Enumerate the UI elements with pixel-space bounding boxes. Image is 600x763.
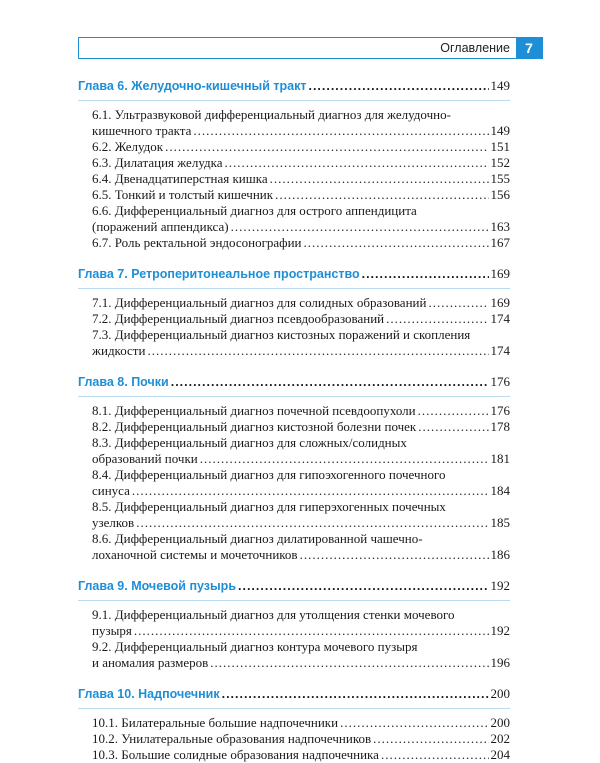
entry-text-continued: и аномалия размеров [92,655,209,670]
chapter-page: 169 [490,266,510,281]
entry-line-2 [92,483,510,499]
entry-page: 155 [490,171,510,186]
leader-dots [386,311,488,327]
leader-dots [200,451,489,467]
entry-line [92,155,510,171]
leader-dots [136,515,488,531]
chapter-page: 192 [490,578,510,593]
entry-line [92,171,510,187]
entry-line [92,295,510,311]
toc-entry[interactable] [78,107,510,139]
entry-text: 6.1. Ультразвуковой дифференциальный диагноз для желудочно- [92,107,451,122]
chapter-rule [78,288,510,289]
leader-dots [340,715,488,731]
entry-line-2 [92,123,510,139]
page-header [78,37,543,59]
entry-page: 151 [490,139,510,154]
entry-line-1 [92,203,510,219]
entry-page: 202 [490,731,510,746]
entry-page: 149 [490,123,510,138]
toc-entry[interactable] [78,419,510,435]
chapter-title: Глава 8. Почки [78,375,169,389]
chapter-gap [78,359,510,374]
leader-dots [147,343,488,359]
entry-page: 169 [490,295,510,310]
entry-line [92,187,510,203]
entry-page: 174 [490,343,510,358]
entry-text: 6.6. Дифференциальный диагноз для острого аппендицита [92,203,417,218]
chapter-heading[interactable] [78,374,510,390]
leader-dots [171,374,489,390]
entry-text: 10.2. Унилатеральные образования надпочечников [92,731,372,746]
toc-entry[interactable] [78,311,510,327]
leader-dots [210,655,488,671]
chapter-title: Глава 7. Ретроперитонеальное пространство [78,267,360,281]
entry-page: 200 [490,715,510,730]
toc-entry[interactable] [78,435,510,467]
entry-text: 7.3. Дифференциальный диагноз кистозных поражений и скопления [92,327,471,342]
chapter-page: 149 [490,78,510,93]
entry-line-1 [92,499,510,515]
entry-text-continued: узелков [92,515,135,530]
entry-text: 9.2. Дифференциальный диагноз контура мочевого пузыря [92,639,418,654]
toc-entry[interactable] [78,187,510,203]
entry-page: 167 [490,235,510,250]
entry-text: 6.3. Дилатация желудка [92,155,223,170]
leader-dots [270,171,489,187]
toc-entry[interactable] [78,403,510,419]
entry-text: 9.1. Дифференциальный диагноз для утолщения стенки мочевого [92,607,455,622]
leader-dots [381,747,489,763]
chapter-gap [78,671,510,686]
entry-line [92,139,510,155]
entry-line-2 [92,623,510,639]
chapter-gap [78,563,510,578]
toc-entry[interactable] [78,467,510,499]
entry-line-1 [92,435,510,451]
entry-page: 204 [490,747,510,762]
chapter-title: Глава 10. Надпочечник [78,687,220,701]
leader-dots [428,295,488,311]
toc-entry[interactable] [78,139,510,155]
entry-text: 8.4. Дифференциальный диагноз для гипоэхогенного почечного [92,467,446,482]
chapter-rule [78,600,510,601]
toc-entry[interactable] [78,295,510,311]
chapter-heading[interactable] [78,78,510,94]
entry-text: 8.5. Дифференциальный диагноз для гиперэхогенных почечных [92,499,446,514]
entry-line-2 [92,343,510,359]
toc-entry[interactable] [78,155,510,171]
entry-text: 7.1. Дифференциальный диагноз для солидных образований [92,295,427,310]
leader-dots [304,235,489,251]
entry-line-2 [92,547,510,563]
page-number-badge: 7 [516,38,542,58]
leader-dots [165,139,488,155]
entry-page: 185 [490,515,510,530]
entry-page: 156 [490,187,510,202]
entry-text: 8.2. Дифференциальный диагноз кистозной болезни почек [92,419,417,434]
entry-text-continued: синуса [92,483,130,498]
entry-line-1 [92,107,510,123]
leader-dots [132,483,489,499]
entry-line-2 [92,451,510,467]
leader-dots [231,219,489,235]
entry-text: 6.2. Желудок [92,139,164,154]
entry-line-2 [92,515,510,531]
entry-line-1 [92,327,510,343]
chapter-heading[interactable] [78,578,510,594]
entry-page: 152 [490,155,510,170]
entry-text: 8.3. Дифференциальный диагноз для сложных/солидных [92,435,407,450]
chapter-page: 200 [490,686,510,701]
entry-line-1 [92,531,510,547]
chapter-rule [78,396,510,397]
chapter-page: 176 [490,374,510,389]
leader-dots [275,187,488,203]
chapter-gap [78,251,510,266]
entry-text: 6.5. Тонкий и толстый кишечник [92,187,274,202]
entry-page: 176 [490,403,510,418]
entry-line [92,747,510,763]
entry-text: 10.1. Билатеральные большие надпочечники [92,715,339,730]
entry-line-1 [92,467,510,483]
entry-page: 186 [490,547,510,562]
leader-dots [418,403,489,419]
chapter-heading[interactable] [78,266,510,282]
leader-dots [134,623,489,639]
entry-text-continued: пузыря [92,623,132,638]
leader-dots [225,155,489,171]
chapter-rule [78,100,510,101]
toc-entry[interactable] [78,747,510,763]
entry-line-2 [92,219,510,235]
leader-dots [300,547,489,563]
entry-page: 192 [490,623,510,638]
leader-dots [362,266,489,282]
entry-line [92,419,510,435]
entry-text: 10.3. Большие солидные образования надпочечника [92,747,379,762]
leader-dots [193,123,488,139]
entry-page: 184 [490,483,510,498]
entry-line [92,731,510,747]
entry-text-continued: (поражений аппендикса) [92,219,229,234]
chapter-title: Глава 6. Желудочно-кишечный тракт [78,79,307,93]
toc-entry[interactable] [78,203,510,235]
entry-line [92,715,510,731]
header-title: Оглавление [440,41,510,55]
leader-dots [373,731,488,747]
chapter-heading[interactable] [78,686,510,702]
entry-line-2 [92,655,510,671]
entry-page: 196 [490,655,510,670]
entry-text: 6.4. Двенадцатиперстная кишка [92,171,268,186]
toc-entry[interactable] [78,639,510,671]
leader-dots [238,578,488,594]
leader-dots [418,419,488,435]
entry-text: 6.7. Роль ректальной эндосонографии [92,235,302,250]
entry-line-1 [92,607,510,623]
toc-entry[interactable] [78,607,510,639]
toc-entry[interactable] [78,531,510,563]
toc-entry[interactable] [78,715,510,731]
toc-entry[interactable] [78,327,510,359]
entry-text: 8.1. Дифференциальный диагноз почечной псевдоопухоли [92,403,416,418]
entry-text-continued: жидкости [92,343,146,358]
entry-line-1 [92,639,510,655]
entry-page: 174 [490,311,510,326]
toc-entry[interactable] [78,731,510,747]
entry-line [92,311,510,327]
entry-page: 178 [490,419,510,434]
toc-entry[interactable] [78,499,510,531]
entry-text: 7.2. Дифференциальный диагноз псевдообразований [92,311,385,326]
chapter-rule [78,708,510,709]
entry-text-continued: образований почки [92,451,198,466]
leader-dots [222,686,489,702]
entry-page: 181 [490,451,510,466]
chapter-title: Глава 9. Мочевой пузырь [78,579,237,593]
table-of-contents [78,78,510,763]
toc-entry[interactable] [78,171,510,187]
toc-entry[interactable] [78,235,510,251]
leader-dots [308,78,488,94]
entry-text-continued: лоханочной системы и мочеточников [92,547,298,562]
entry-line [92,403,510,419]
entry-line [92,235,510,251]
entry-text: 8.6. Дифференциальный диагноз дилатированной чашечно- [92,531,423,546]
entry-page: 163 [490,219,510,234]
entry-text-continued: кишечного тракта [92,123,192,138]
